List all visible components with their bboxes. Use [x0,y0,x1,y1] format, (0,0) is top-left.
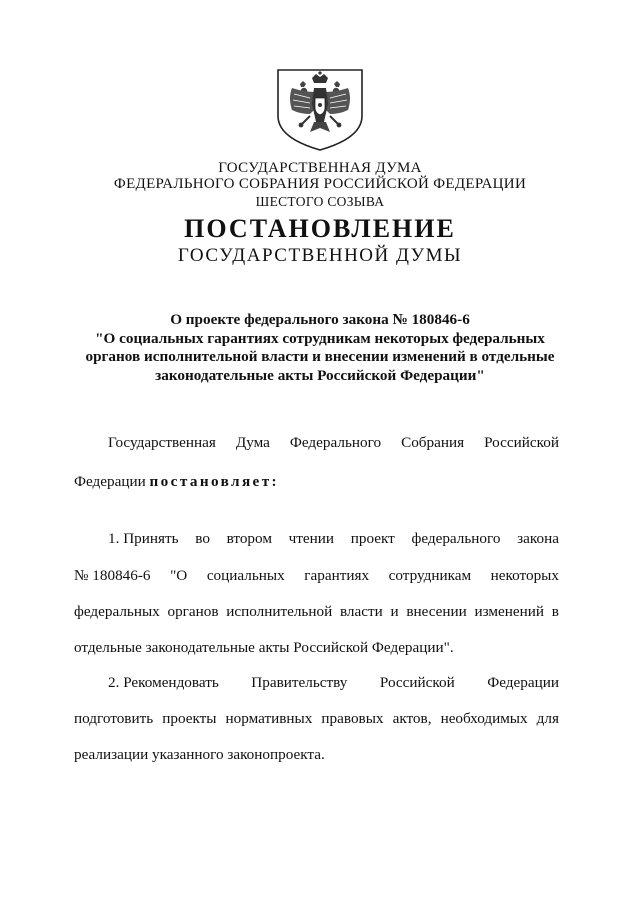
word: внесении [406,603,467,620]
word: № 180846-6 [74,567,151,584]
word: сотрудникам [388,567,472,584]
word: некоторых [490,567,559,584]
word: "О [170,567,188,584]
word: для [536,710,559,727]
document-type-subtitle: ГОСУДАРСТВЕННОЙ ДУМЫ [177,245,463,266]
item-1-line-4: отдельные законодательные акты Российской Федерации". [74,639,454,656]
preamble-line-2 [74,473,279,491]
item-2-line-2 [74,710,559,728]
word: Дума [235,434,270,451]
preamble-text: Федерации [74,473,150,490]
institution-parliament: ФЕДЕРАЛЬНОГО СОБРАНИЯ РОССИЙСКОЙ ФЕДЕРАЦИИ [113,176,527,192]
word: власти [339,603,383,620]
subject-line: органов исполнительной власти и внесении изменений в отдельные [85,348,555,365]
institution-name: ГОСУДАРСТВЕННАЯ ДУМА [218,160,422,176]
word: во [195,530,210,547]
resolution-subject [60,311,580,385]
word: в [551,603,559,620]
word: органов [167,603,219,620]
item-1-line-1 [108,530,559,548]
word: Федерации [487,674,559,691]
word: закона [517,530,559,547]
subject-line: О проекте федерального закона № 180846-6 [170,311,470,328]
word: исполнительной [226,603,333,620]
word: федеральных [74,603,160,620]
word: необходимых [440,710,528,727]
word: Федерального [289,434,382,451]
word: актов, [392,710,432,727]
item-1-line-3 [74,603,559,621]
document-type-title: ПОСТАНОВЛЕНИЕ [184,214,456,243]
subject-line: законодательные акты Российской Федерации" [155,366,485,384]
word: Государственная [108,434,216,451]
resolves-keyword: постановляет: [149,473,280,490]
item-2-line-3: реализации указанного законопроекта. [74,746,325,763]
word: проекты [162,710,217,727]
word: втором [226,530,272,547]
word: нормативных [225,710,313,727]
word: и [390,603,399,620]
word: правовых [321,710,384,727]
word: чтении [288,530,335,547]
word: Собрания [401,434,465,451]
word: подготовить [74,710,154,727]
coat-of-arms-emblem-icon [270,64,370,152]
word: гарантиях [304,567,370,584]
word: 2. Рекомендовать [108,674,219,691]
convocation: ШЕСТОГО СОЗЫВА [255,194,385,209]
word: проект [350,530,395,547]
word: изменений [474,603,545,620]
word: 1. Принять [108,530,179,547]
item-1-line-2 [74,567,559,585]
word: Правительству [251,674,348,691]
word: федерального [411,530,501,547]
preamble-line-1 [108,434,559,452]
word: Российской [379,674,455,691]
word: социальных [206,567,285,584]
subject-line: "О социальных гарантиях сотрудникам некоторых федеральных [95,329,545,347]
word: Российской [484,434,559,451]
item-2-line-1 [108,674,559,692]
